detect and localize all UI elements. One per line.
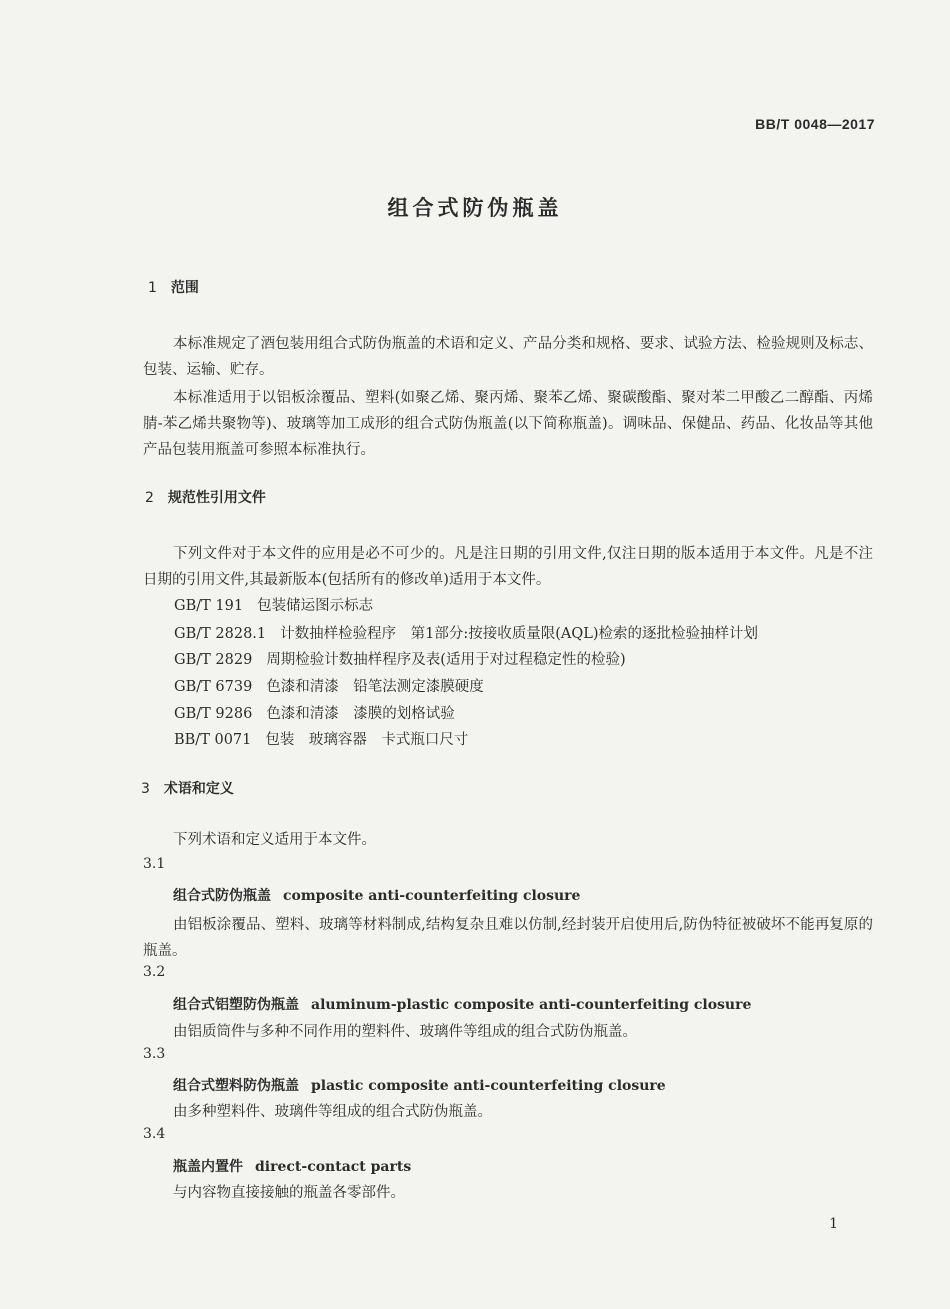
section-3-intro: 下列术语和定义适用于本文件。 (173, 832, 376, 848)
term-heading (173, 1075, 666, 1095)
term-chinese: 组合式防伪瓶盖 (173, 888, 271, 904)
section-title: 规范性引用文件 (167, 490, 266, 506)
document-title: 组合式防伪瓶盖 (387, 196, 563, 220)
standard-code: BB/T 0048—2017 (755, 116, 875, 132)
reference-item (174, 728, 468, 749)
reference-code: BB/T 0071 (174, 732, 252, 748)
page-number: 1 (829, 1216, 838, 1232)
term-chinese: 瓶盖内置件 (173, 1159, 243, 1175)
term-heading (173, 994, 751, 1014)
reference-title: 包装储运图示标志 (257, 598, 374, 614)
reference-item (174, 675, 484, 696)
section-number: 3 (141, 781, 150, 797)
section-1-paragraph-1: 本标准规定了酒包装用组合式防伪瓶盖的术语和定义、产品分类和规格、要求、试验方法、检验规则及标志、包装、运输、贮存。 (143, 336, 873, 378)
reference-title: 色漆和清漆 漆膜的划格试验 (266, 706, 455, 722)
section-number: 1 (148, 280, 157, 296)
section-1-heading (148, 277, 199, 297)
section-number: 2 (145, 490, 154, 506)
clause-number: 3.4 (143, 1126, 166, 1142)
term-chinese: 组合式塑料防伪瓶盖 (173, 1078, 299, 1094)
term-definition: 由铝板涂覆品、塑料、玻璃等材料制成,结构复杂且难以仿制,经封装开启使用后,防伪特征被破坏不能再复原的瓶盖。 (143, 917, 873, 959)
reference-code: GB/T 2829 (174, 652, 253, 668)
section-title: 术语和定义 (163, 781, 234, 797)
section-2-heading (145, 487, 266, 507)
reference-code: GB/T 9286 (174, 706, 253, 722)
term-definition: 与内容物直接接触的瓶盖各零部件。 (173, 1185, 405, 1201)
reference-title: 周期检验计数抽样程序及表(适用于对过程稳定性的检验) (266, 652, 626, 668)
term-definition: 由多种塑料件、玻璃件等组成的组合式防伪瓶盖。 (173, 1104, 492, 1120)
reference-title: 色漆和清漆 铅笔法测定漆膜硬度 (266, 679, 484, 695)
section-2-intro: 下列文件对于本文件的应用是必不可少的。凡是注日期的引用文件,仅注日期的版本适用于本文件。凡是不注日期的引用文件,其最新版本(包括所有的修改单)适用于本文件。 (143, 546, 873, 588)
reference-item (174, 594, 373, 615)
reference-code: GB/T 6739 (174, 679, 253, 695)
clause-number: 3.1 (143, 856, 166, 872)
reference-title: 计数抽样检验程序 第1部分:按接收质量限(AQL)检索的逐批检验抽样计划 (280, 626, 759, 642)
reference-code: GB/T 191 (174, 598, 244, 614)
term-english: plastic composite anti-counterfeiting closure (311, 1078, 666, 1094)
section-1-paragraph-2: 本标准适用于以铝板涂覆品、塑料(如聚乙烯、聚丙烯、聚苯乙烯、聚碳酸酯、聚对苯二甲酸乙二醇酯、丙烯腈-苯乙烯共聚物等)、玻璃等加工成形的组合式防伪瓶盖(以下简称瓶盖)。调味品、保健品、药品、化妆品等其他产品包装用瓶盖可参照本标准执行。 (143, 390, 873, 458)
reference-item (174, 622, 758, 643)
term-chinese: 组合式铝塑防伪瓶盖 (173, 997, 299, 1013)
term-heading (173, 1156, 411, 1176)
reference-code: GB/T 2828.1 (174, 626, 267, 642)
term-heading (173, 885, 580, 905)
clause-number: 3.3 (143, 1046, 166, 1062)
term-english: composite anti-counterfeiting closure (283, 888, 581, 904)
reference-item (174, 702, 455, 723)
term-english: direct-contact parts (255, 1159, 412, 1175)
reference-title: 包装 玻璃容器 卡式瓶口尺寸 (265, 732, 469, 748)
reference-item (174, 648, 626, 669)
clause-number: 3.2 (143, 964, 166, 980)
section-3-heading (141, 778, 234, 798)
term-definition: 由铝质筒件与多种不同作用的塑料件、玻璃件等组成的组合式防伪瓶盖。 (173, 1024, 637, 1040)
section-title: 范围 (170, 280, 199, 296)
term-english: aluminum-plastic composite anti-counterfeiting closure (311, 997, 752, 1013)
